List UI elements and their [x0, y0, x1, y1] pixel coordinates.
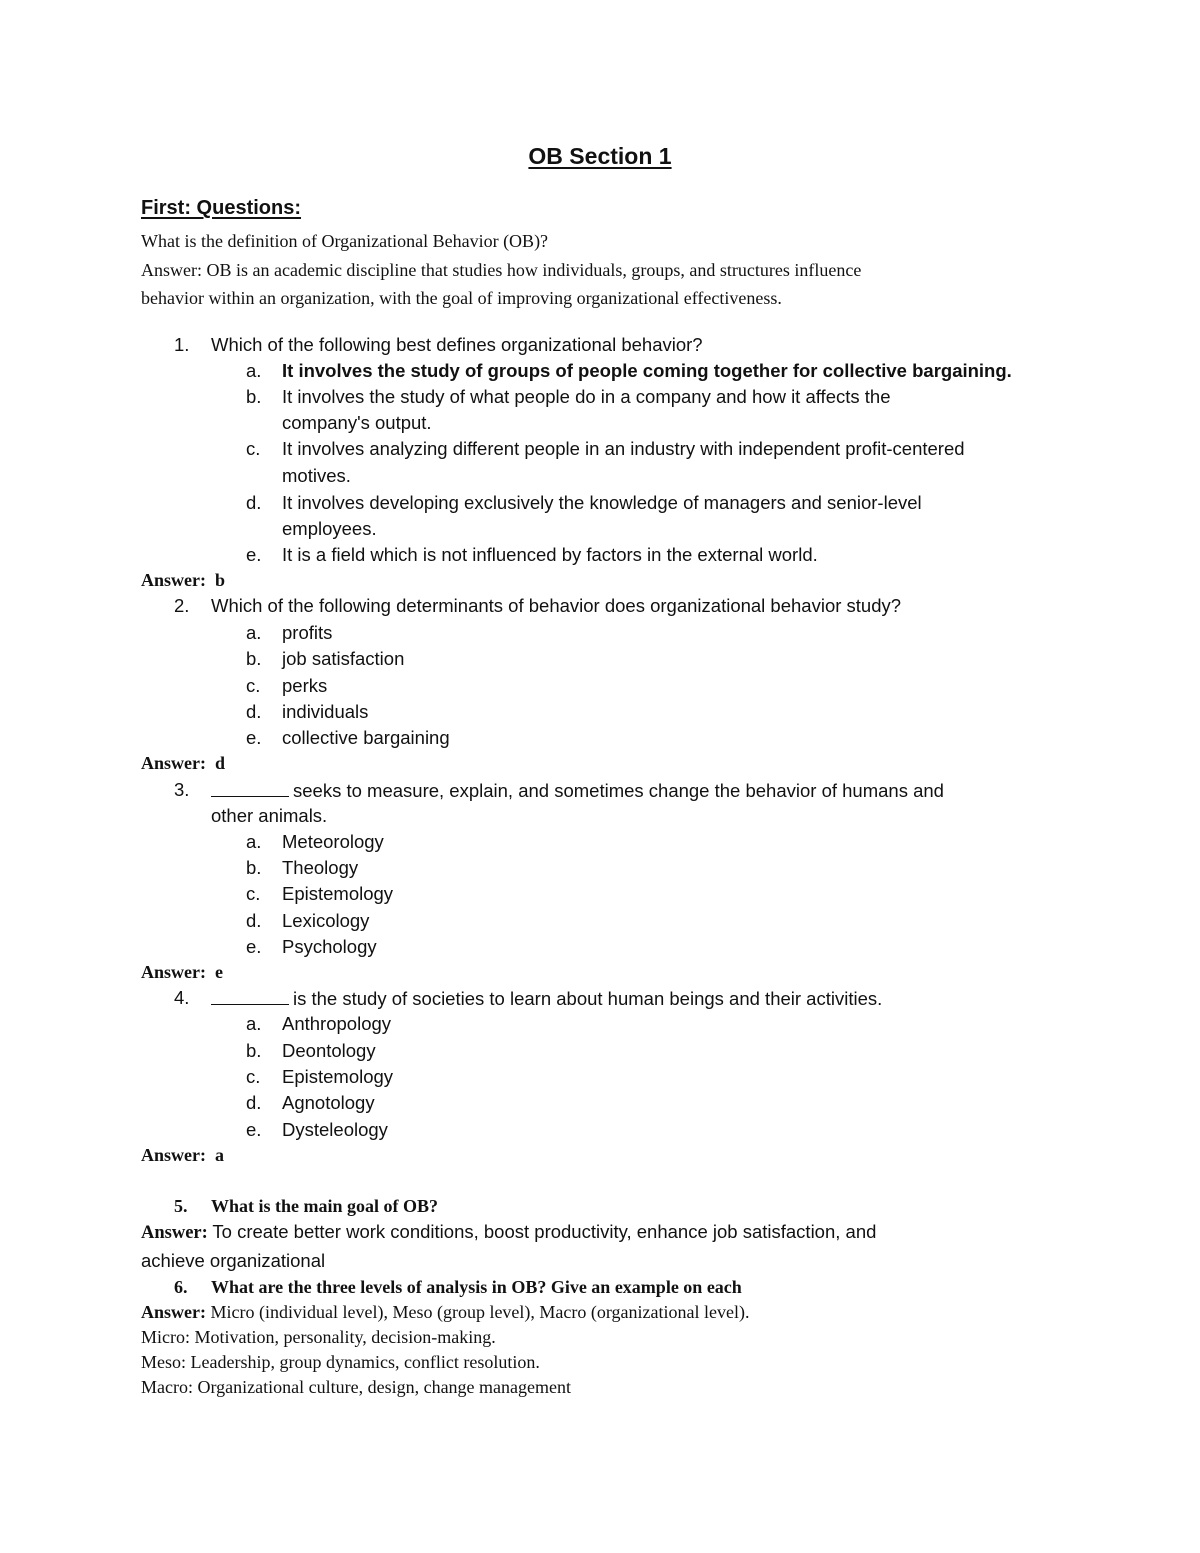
answer-1 [141, 570, 225, 591]
intro-answer-line1: Answer: OB is an academic discipline that studies how individuals, groups, and structures influence [141, 260, 862, 280]
intro-question: What is the definition of Organizational Behavior (OB)? [141, 231, 549, 251]
option-text: job satisfaction [282, 648, 405, 669]
question-number: 1. [174, 334, 190, 355]
option-text: Meteorology [282, 831, 384, 852]
fill-in-blank [211, 779, 289, 797]
option-text: Lexicology [282, 910, 370, 931]
question-text: seeks to measure, explain, and sometimes change the behavior of humans and [293, 780, 944, 801]
answer-5-line1 [141, 1221, 876, 1244]
answer-text: To create better work conditions, boost productivity, enhance job satisfaction, and [212, 1221, 877, 1242]
section-heading: First: Questions: [141, 197, 302, 219]
option-text: Epistemology [282, 883, 394, 904]
question-number: 4. [174, 987, 190, 1008]
answer-6 [141, 1302, 750, 1323]
option-letter: c. [246, 883, 261, 904]
option-letter: b. [246, 648, 262, 669]
fill-in-blank [211, 987, 289, 1005]
option-letter: c. [246, 438, 261, 459]
answer-4 [141, 1145, 224, 1166]
option-letter: a. [246, 622, 262, 643]
question-number: 2. [174, 595, 190, 616]
question-text-line1 [211, 779, 944, 802]
option-text-cont: employees. [282, 518, 377, 539]
option-letter: e. [246, 936, 262, 957]
question-text: Which of the following best defines organizational behavior? [211, 334, 703, 355]
question-text-line2: other animals. [211, 805, 328, 826]
option-letter: a. [246, 360, 262, 381]
option-text-cont: motives. [282, 465, 351, 486]
option-text: individuals [282, 701, 369, 722]
option-text: It involves developing exclusively the knowledge of managers and senior-level [282, 492, 922, 513]
option-letter: c. [246, 1066, 261, 1087]
meso-example: Meso: Leadership, group dynamics, conflict resolution. [141, 1352, 540, 1372]
option-text: It is a field which is not influenced by factors in the external world. [282, 544, 818, 565]
option-letter: d. [246, 492, 262, 513]
answer-2 [141, 753, 225, 774]
option-text: It involves the study of groups of people coming together for collective bargaining. [282, 360, 1012, 381]
answer-value: e [215, 962, 223, 982]
option-letter: e. [246, 1119, 262, 1140]
question-text: What is the main goal of OB? [211, 1196, 439, 1216]
answer-label: Answer: [141, 753, 206, 773]
option-letter: a. [246, 831, 262, 852]
option-letter: d. [246, 701, 262, 722]
option-letter: e. [246, 544, 262, 565]
question-number: 3. [174, 779, 190, 800]
option-letter: b. [246, 1040, 262, 1061]
macro-example: Macro: Organizational culture, design, change management [141, 1377, 572, 1397]
question-number: 5. [174, 1196, 188, 1216]
option-letter: b. [246, 857, 262, 878]
answer-value: a [215, 1145, 224, 1165]
answer-value: d [215, 753, 226, 773]
question-text: What are the three levels of analysis in OB? Give an example on each [211, 1277, 742, 1297]
option-letter: c. [246, 675, 261, 696]
answer-label: Answer: [141, 1223, 208, 1243]
option-letter: a. [246, 1013, 262, 1034]
option-text: collective bargaining [282, 727, 450, 748]
option-text: Anthropology [282, 1013, 392, 1034]
option-text: Deontology [282, 1040, 376, 1061]
intro-answer-line2: behavior within an organization, with the goal of improving organizational effectiveness. [141, 288, 782, 308]
option-text: Epistemology [282, 1066, 394, 1087]
option-letter: d. [246, 1092, 262, 1113]
answer-label: Answer: [141, 1302, 206, 1322]
answer-label: Answer: [141, 570, 206, 590]
answer-value: b [215, 570, 226, 590]
option-text: Theology [282, 857, 359, 878]
option-text: Psychology [282, 936, 377, 957]
answer-label: Answer: [141, 1145, 206, 1165]
question-text: is the study of societies to learn about human beings and their activities. [293, 988, 883, 1009]
micro-example: Micro: Motivation, personality, decision-making. [141, 1327, 496, 1347]
option-letter: b. [246, 386, 262, 407]
option-text-cont: company's output. [282, 412, 432, 433]
option-letter: d. [246, 910, 262, 931]
question-text-line1 [211, 987, 882, 1010]
answer-label: Answer: [141, 962, 206, 982]
option-letter: e. [246, 727, 262, 748]
question-text: Which of the following determinants of behavior does organizational behavior study? [211, 595, 902, 616]
page-title: OB Section 1 [528, 143, 672, 169]
answer-text: Micro (individual level), Meso (group level), Macro (organizational level). [210, 1302, 750, 1322]
option-text: Dysteleology [282, 1119, 388, 1140]
option-text: It involves analyzing different people in an industry with independent profit-centered [282, 438, 965, 459]
question-number: 6. [174, 1277, 188, 1297]
option-text: perks [282, 675, 328, 696]
answer-5-line2: achieve organizational [141, 1250, 326, 1271]
option-text: profits [282, 622, 333, 643]
option-text: It involves the study of what people do in a company and how it affects the [282, 386, 891, 407]
answer-3 [141, 962, 223, 983]
option-text: Agnotology [282, 1092, 375, 1113]
